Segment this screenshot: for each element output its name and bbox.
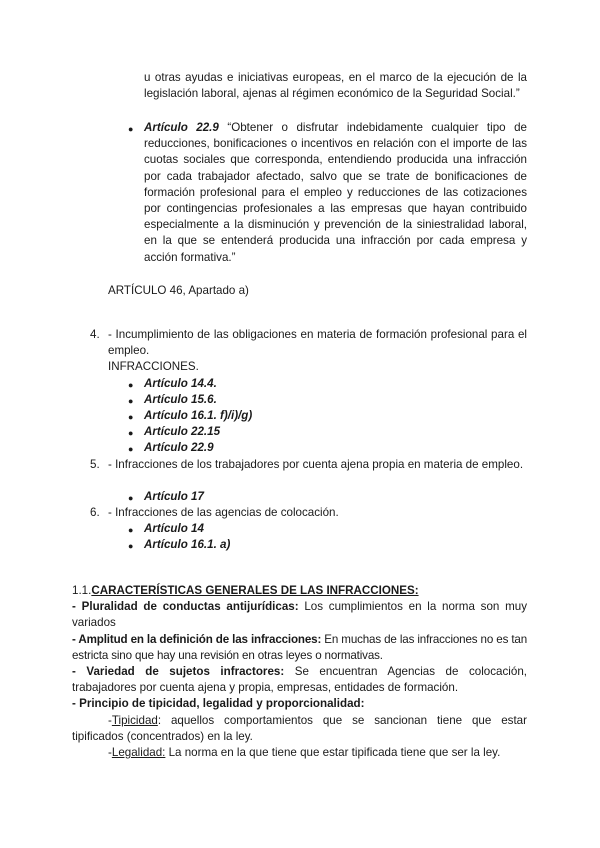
section-number: 1.1. bbox=[72, 584, 92, 597]
bullet-item: Artículo 16.1. f)/i)/g) bbox=[144, 409, 253, 422]
article-text: “Obtener o disfrutar indebidamente cualquier tipo de reducciones, bonificaciones o incentivos en relación con el importe de las cuotas sociales que corresponda, entendiendo producida una infracción por cada trabajador afectado, salvo que se trate de bonificaciones de formación profesional para el empleo y reducciones de las cotizaciones por contingencias profesionales a las empresas que hayan contribuido especialmente a la disminución y prevención de la siniestralidad laboral, en la que se entenderá producida una infracción por cada empresa y acción formativa.” bbox=[144, 121, 527, 264]
continuation-paragraph: u otras ayudas e iniciativas europeas, en el marco de la ejecución de la legislación laboral, ajenas al régimen económico de la Seguridad Social.” bbox=[144, 71, 527, 101]
dash-prefix: - bbox=[108, 746, 112, 759]
section-title: CARACTERÍSTICAS GENERALES DE LAS INFRACCIONES: bbox=[91, 584, 419, 597]
article-46-line: ARTÍCULO 46, Apartado a) bbox=[108, 284, 249, 297]
bullet-item: Artículo 22.15 bbox=[144, 425, 221, 438]
bullet-icon: ● bbox=[128, 380, 134, 390]
bullet-icon: ● bbox=[128, 525, 134, 535]
article-label: Artículo 22.9 bbox=[144, 121, 219, 134]
list-number: 4. bbox=[90, 328, 100, 341]
characteristic-paragraph bbox=[72, 599, 527, 631]
characteristic-paragraph bbox=[72, 696, 364, 712]
bullet-icon: ● bbox=[128, 541, 134, 551]
list-number: 6. bbox=[90, 506, 100, 519]
bullet-item: Artículo 14.4. bbox=[144, 377, 217, 390]
bullet-item: Artículo 15.6. bbox=[144, 393, 217, 406]
characteristic-text: En muchas de las infracciones no es tan estricta sino que hay una revisión en otras leyes o normativas. bbox=[72, 633, 528, 663]
characteristic-paragraph bbox=[72, 664, 527, 696]
bullet-icon: ● bbox=[128, 124, 134, 134]
dash-prefix: - bbox=[108, 714, 112, 727]
bullet-icon: ● bbox=[128, 444, 134, 454]
legalidad-text: La norma en la que tiene que estar tipificada tiene que ser la ley. bbox=[165, 746, 501, 759]
tipicidad-text: : aquellos comportamientos que se sancionan tiene que estar tipificados (concentrados) en la ley. bbox=[72, 714, 527, 744]
bullet-icon: ● bbox=[128, 412, 134, 422]
list-item-text: - Incumplimiento de las obligaciones en materia de formación profesional para el empleo. bbox=[108, 328, 527, 358]
bullet-item: Artículo 22.9 bbox=[144, 441, 214, 454]
characteristic-text: Los cumplimientos en la norma son muy variados bbox=[72, 600, 527, 630]
bullet-item: Artículo 14 bbox=[144, 522, 204, 535]
list-number: 5. bbox=[90, 458, 100, 471]
article-22-9-paragraph bbox=[144, 120, 527, 266]
characteristic-label: - Amplitud en la definición de las infracciones: bbox=[72, 633, 322, 646]
list-item-text: - Infracciones de los trabajadores por cuenta ajena propia en materia de empleo. bbox=[108, 458, 524, 471]
infracciones-subheading: INFRACCIONES. bbox=[108, 360, 199, 373]
tipicidad-term: Tipicidad bbox=[111, 714, 158, 727]
characteristic-paragraph bbox=[72, 632, 527, 664]
bullet-item: Artículo 17 bbox=[144, 490, 204, 503]
legalidad-paragraph bbox=[108, 745, 527, 761]
characteristic-label: - Pluralidad de conductas antijurídicas: bbox=[72, 600, 299, 613]
legalidad-term: Legalidad: bbox=[111, 746, 166, 759]
bullet-icon: ● bbox=[128, 428, 134, 438]
characteristic-label: - Variedad de sujetos infractores: bbox=[72, 665, 285, 678]
bullet-item: Artículo 16.1. a) bbox=[144, 538, 231, 551]
characteristic-text: Se encuentran Agencias de colocación, trabajadores por cuenta ajena y propia, empresas, entidades de formación. bbox=[72, 665, 527, 695]
tipicidad-paragraph bbox=[72, 713, 527, 745]
bullet-icon: ● bbox=[128, 396, 134, 406]
characteristic-label: - Principio de tipicidad, legalidad y proporcionalidad: bbox=[72, 697, 365, 710]
list-item-text: - Infracciones de las agencias de colocación. bbox=[108, 506, 339, 519]
bullet-icon: ● bbox=[128, 493, 134, 503]
section-heading bbox=[72, 583, 419, 599]
